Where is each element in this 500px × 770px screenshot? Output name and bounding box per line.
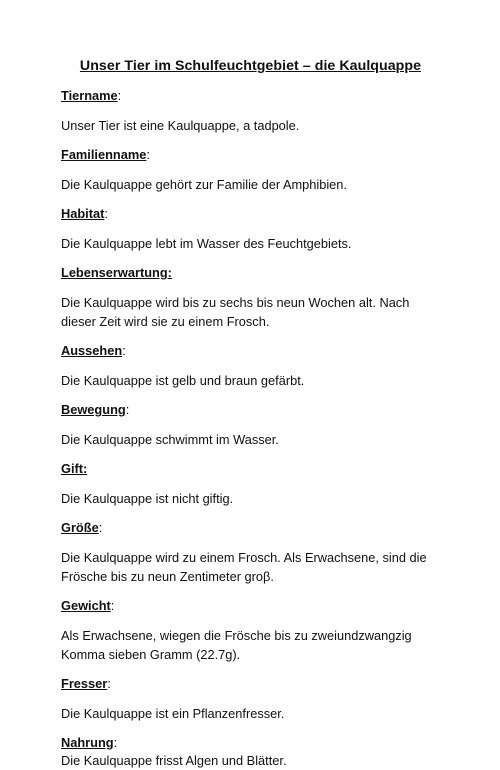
section-text: Die Kaulquappe schwimmt im Wasser. [61,432,279,447]
section-gewicht [61,598,440,664]
section-text: Die Kaulquappe gehört zur Familie der Amphibien. [61,177,347,192]
section-heading: Gift: [61,461,88,476]
section-heading: Tiername: [61,88,122,103]
section-heading: Habitat: [61,206,108,221]
section-tiername [61,88,440,135]
section-text: Die Kaulquappe ist nicht giftig. [61,491,234,506]
section-text: Als Erwachsene, wiegen die Frösche bis zu zweiundzwangzig Komma sieben Gramm (22.7g). [61,628,412,662]
section-familienname [61,147,440,194]
section-text: Die Kaulquappe frisst Algen und Blätter. [61,753,287,768]
section-text: Die Kaulquappe ist ein Pflanzenfresser. [61,706,285,721]
section-text: Die Kaulquappe wird zu einem Frosch. Als Erwachsene, sind die Frösche bis zu neun Zentimeter groβ. [61,550,427,584]
section-text: Die Kaulquappe lebt im Wasser des Feuchtgebiets. [61,236,352,251]
section-heading: Fresser: [61,676,111,691]
section-heading: Aussehen: [61,343,126,358]
section-habitat [61,206,440,253]
section-nahrung [61,735,440,770]
section-heading: Lebenserwartung: [61,265,172,280]
section-bewegung [61,402,440,449]
section-text: Unser Tier ist eine Kaulquappe, a tadpole. [61,118,300,133]
page-title: Unser Tier im Schulfeuchtgebiet – die Kaulquappe [79,58,422,74]
section-heading: Nahrung: [61,735,118,750]
section-groesse [61,520,440,586]
section-gift [61,461,440,508]
section-text: Die Kaulquappe ist gelb und braun gefärbt. [61,373,305,388]
section-heading: Bewegung: [61,402,130,417]
section-fresser [61,676,440,723]
section-text: Die Kaulquappe wird bis zu sechs bis neun Wochen alt. Nach dieser Zeit wird sie zu einem Frosch. [61,295,410,329]
section-aussehen [61,343,440,390]
section-lebenserwartung [61,265,440,331]
section-heading: Familienname: [61,147,150,162]
section-heading: Gewicht: [61,598,115,613]
section-heading: Größe: [61,520,103,535]
